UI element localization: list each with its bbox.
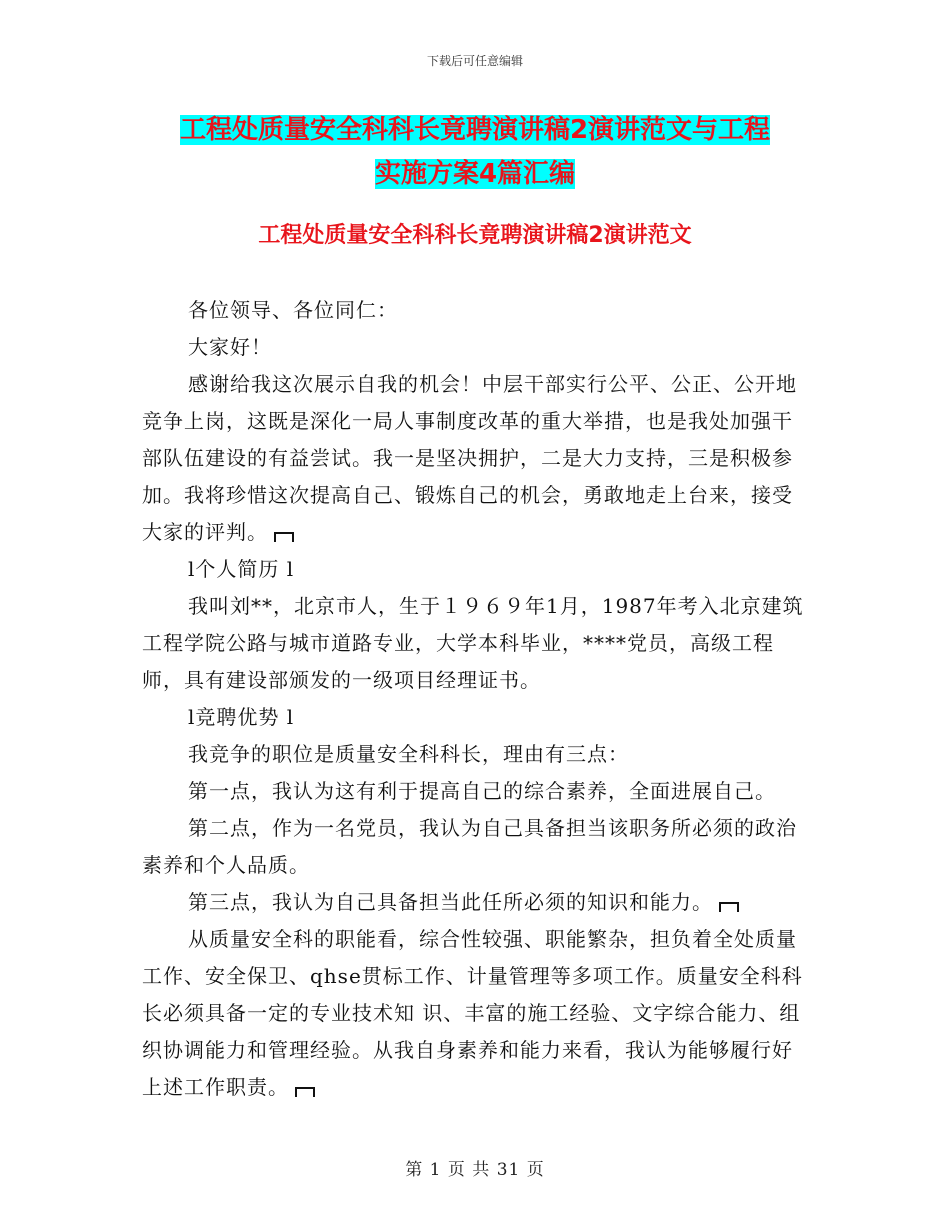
paragraph-duties: 从质量安全科的职能看，综合性较强、职能繁杂，担负着全处质量工作、安全保卫、qhse贯标工作、计量管理等多项工作。质量安全科科长必须具备一定的专业技术知 识、丰富的施工经验、文字综合能力、组织协调能力和管理经验。从我自身素养和能力来看，我认为能够履行好上述工作职责。 — [142, 927, 803, 1099]
paragraph-mark-icon — [295, 1087, 315, 1097]
paragraph-greeting: 大家好！ — [188, 335, 272, 359]
document-title — [140, 108, 810, 196]
paragraph-point-1: 第一点，我认为这有利于提高自己的综合素养，全面进展自己。 — [188, 779, 776, 803]
page-footer: 第 1 页 共 31 页 — [405, 1160, 545, 1180]
paragraph-point-3: 第三点，我认为自己具备担当此任所必须的知识和能力。 — [142, 884, 804, 921]
section-title: 工程处质量安全科科长竟聘演讲稿2演讲范文 — [258, 223, 692, 248]
paragraph-resume: 我叫刘**，北京市人，生于１９６９年1月，1987年考入北京建筑工程学院公路与城市道路专业，大学本科毕业，****党员，高级工程师，具有建设部颁发的一级项目经理证书。 — [142, 594, 804, 692]
paragraph-mark-icon — [719, 902, 739, 912]
paragraph-reasons: 我竞争的职位是质量安全科科长，理由有三点： — [188, 742, 629, 766]
header-note: 下载后可任意编辑 — [426, 54, 523, 68]
document-body — [142, 292, 804, 1106]
title-line-2: 实施方案4篇汇编 — [374, 159, 576, 189]
title-line-1: 工程处质量安全科科长竟聘演讲稿2演讲范文与工程 — [179, 115, 771, 145]
paragraph-point-2: 第二点，作为一名党员，我认为自己具备担当该职务所必须的政治素养和个人品质。 — [142, 816, 797, 877]
heading-advantages: l竞聘优势 l — [188, 705, 295, 729]
paragraph-salutation: 各位领导、各位同仁： — [188, 298, 398, 322]
paragraph-intro: 感谢给我这次展示自我的机会！中层干部实行公平、公正、公开地竞争上岗，这既是深化一局人事制度改革的重大举措，也是我处加强干部队伍建设的有益尝试。我一是坚决拥护，二是大力支持，三是积极参加。我将珍惜这次提高自己、锻炼自己的机会，勇敢地走上台来，接受大家的评判。 — [142, 372, 797, 544]
paragraph-mark-icon — [274, 532, 294, 542]
heading-resume: l个人简历 l — [188, 557, 295, 581]
